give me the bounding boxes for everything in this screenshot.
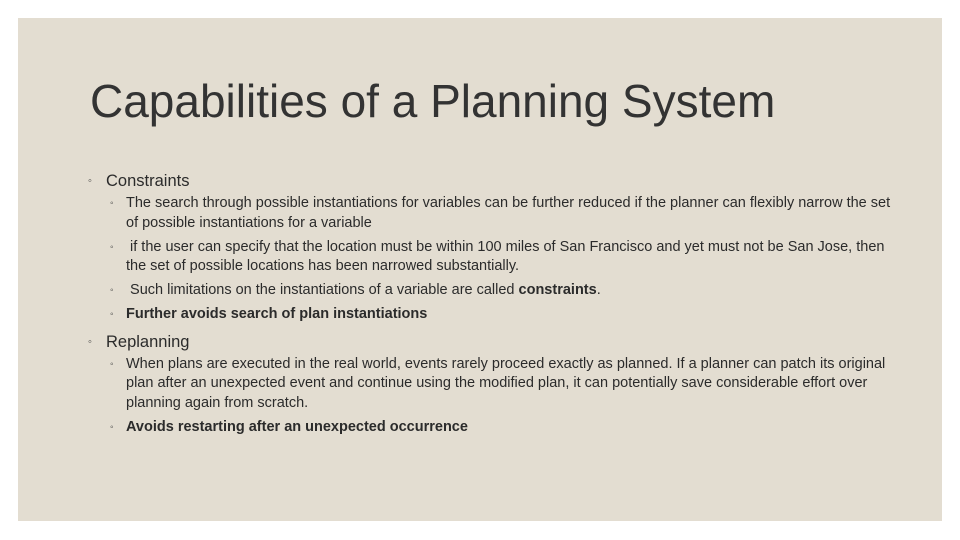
list-item [88,194,898,233]
section-replanning [88,331,898,353]
list-item [88,281,898,301]
item-text: if the user can specify that the location must be within 100 miles of San Francisco and yet must not be San Jose, then the set of possible locations has been narrowed substantially. [126,238,889,274]
replanning-list [88,355,898,438]
bullet-icon: ◦ [88,175,92,187]
bullet-icon: ◦ [110,421,114,433]
item-emphasis: Avoids restarting after an unexpected occurrence [126,418,468,435]
list-item [88,238,898,277]
section-heading: Constraints [106,172,190,190]
item-text: The search through possible instantiations for variables can be further reduced if the planner can flexibly narrow the set of possible instantiations for a variable [126,195,891,231]
list-item [88,305,898,325]
list-item [88,418,898,438]
constraints-list [88,194,898,325]
bullet-icon: ◦ [110,309,114,320]
section-constraints [88,170,898,192]
slide-title: Capabilities of a Planning System [90,75,776,127]
bullet-icon: ◦ [110,198,114,209]
item-emphasis: constraints [518,282,597,298]
bullet-icon: ◦ [110,358,114,370]
slide [18,18,942,521]
section-heading: Replanning [106,332,190,351]
item-text: When plans are executed in the real world, events rarely proceed exactly as planned. If a planner can patch its original plan after an unexpected event and continue using the modified plan, it can potentially save considerable effort over planning again from scratch. [126,355,886,411]
bullet-icon: ◦ [110,241,114,253]
item-emphasis: Further avoids search of plan instantiations [126,306,428,322]
item-text: Such limitations on the instantiations of a variable are called [126,282,519,298]
item-text-tail: . [596,282,601,298]
list-item [88,355,898,414]
bullet-icon: ◦ [88,335,92,348]
slide-body [88,170,898,443]
bullet-icon: ◦ [110,285,114,296]
